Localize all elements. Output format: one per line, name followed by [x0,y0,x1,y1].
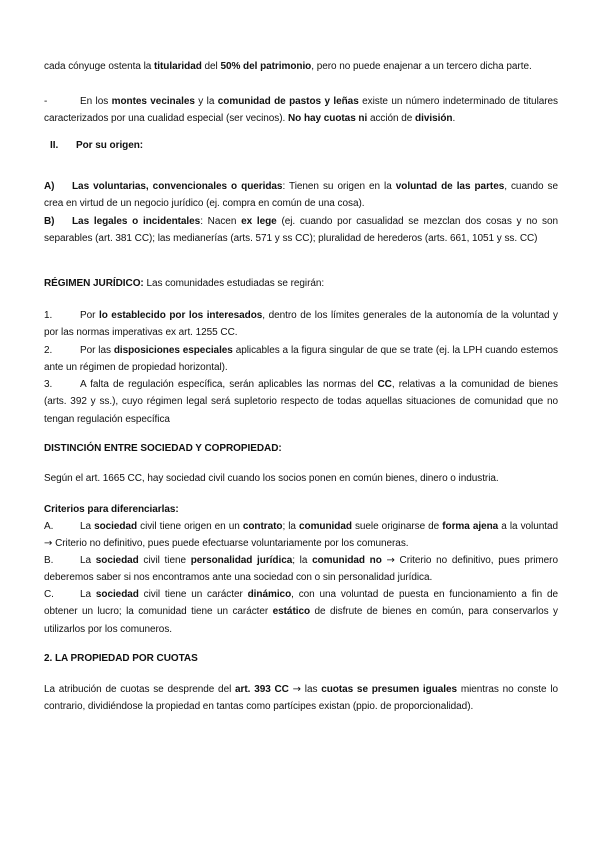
right-arrow-icon: → [292,684,301,695]
text-run: La [80,589,96,600]
text-run: A falta de regulación específica, serán aplicables las normas del [80,379,378,390]
text-run: existe un número indeterminado de titulares caracterizados por una cualidad especial (ser vecinos). [44,96,558,125]
bold-text: RÉGIMEN JURÍDICO: [44,278,144,289]
text-run: . [452,113,456,125]
list-marker: 3. [44,379,53,390]
bold-text: Las voluntarias, convencionales o queridas [72,181,283,192]
text-run: cada cónyuge ostenta la [44,61,154,72]
bold-text: montes vecinales [111,96,195,107]
text-run: La [80,521,95,532]
bold-text: No hay cuotas ni [288,113,368,125]
bold-text: sociedad [95,589,139,600]
list-marker: 2. [44,345,53,356]
text-run: La atribución de cuotas se desprende del [44,684,236,695]
bold-text: DISTINCIÓN ENTRE SOCIEDAD Y COPROPIEDAD: [44,443,282,454]
bold-text: personalidad jurídica [190,555,293,566]
text-run: de disfrute de bienes en común, para conservarlos y utilizarlos por los comuneros. [44,606,558,635]
heading-por-su-origen [44,137,558,154]
paragraph-atribucion-cuotas [44,681,558,716]
list-item-regimen-3 [44,376,558,428]
bold-text: sociedad [95,555,139,566]
text-run: y la [194,96,218,107]
bold-text: comunidad [299,521,352,532]
paragraph-intro [44,58,558,75]
text-run: , cuando se crea en virtud de un negocio jurídico (ej. compra en común de una cosa). [44,181,558,210]
bold-text: sociedad [94,521,138,532]
text-run: a la voluntad [498,521,558,532]
bold-text: comunidad no [312,555,382,566]
text-run: ; la [292,555,313,566]
text-run: mientras no conste lo contrario, dividiéndose la propiedad en tantas como partícipes existan (ppio. de proporcionalidad). [44,684,559,713]
paragraph-regimen-juridico [44,275,558,292]
list-marker: B. [44,555,54,566]
list-item-criterio-b [44,552,558,587]
heading-propiedad-por-cuotas [44,650,558,667]
list-marker: - [44,96,48,107]
text-run: La [80,555,96,566]
bold-text: titularidad [154,61,202,72]
paragraph-montes-vecinales [44,93,558,128]
text-run: Por las [80,345,114,356]
text-run: , dentro de los límites generales de la autonomía de la voluntad y por las normas imperativas ex art. 1255 CC. [44,310,558,339]
text-run: , relativas a la comunidad de bienes (arts. 392 y ss.), cuyo régimen legal será supletorio respecto de todas aquellas situaciones de comunidad que no tengan regulación específica [44,379,558,425]
text-run: Criterio no definitivo, pues primero deberemos saber si nos encontramos ante una sociedad con o sin personalidad jurídica. [44,555,558,584]
text-run: acción de [367,113,416,125]
list-marker: C. [44,589,54,600]
heading-criterios [44,501,558,518]
bold-text: división [415,113,453,125]
text-run: Las comunidades estudiadas se regirán: [143,278,325,289]
bold-text: dinámico [247,589,292,600]
bold-text: contrato [242,521,283,532]
right-arrow-icon: → [44,538,53,550]
bold-text: disposiciones especiales [113,345,233,356]
bold-text: cuotas se presumen iguales [321,684,458,695]
heading-origen-text: Por su origen: [76,140,144,151]
text-run: civil tiene [138,555,191,566]
right-arrow-icon: → [386,555,395,566]
bold-text: lo establecido por los interesados [98,310,263,321]
list-marker: A. [44,521,54,532]
text-run: suele originarse de [351,521,443,532]
bold-text: ex lege [241,216,277,227]
text-run: civil tiene origen en un [137,521,243,532]
list-marker: 1. [44,310,53,321]
bold-text: forma ajena [442,521,499,532]
text-run: , pero no puede enajenar a un tercero dicha parte. [311,61,532,72]
paragraph-voluntarias [44,178,558,213]
list-item-regimen-2 [44,342,558,377]
text-run: Según el art. 1665 CC, hay sociedad civil cuando los socios ponen en común bienes, dinero o industria. [44,473,499,484]
text-run: : Nacen [200,216,242,227]
list-marker: B) [44,216,55,227]
list-marker: A) [44,181,55,192]
text-run: ; la [282,521,299,532]
text-run: aplicables a la figura singular de que se trate (ej. la LPH cuando estemos ante un régimen de propiedad horizontal). [44,345,559,374]
bold-text: Las legales o incidentales [72,216,201,227]
bold-text: comunidad de pastos y leñas [217,96,359,107]
heading-distincion [44,440,558,457]
bold-text: 50% del patrimonio [220,61,312,72]
bold-text: CC [377,379,392,390]
text-run: Por [80,310,99,321]
bold-text: estático [272,606,311,618]
text-run: , con una voluntad de puesta en funcionamiento a fin de obtener un lucro; la comunidad tiene un carácter [44,589,558,618]
bold-text: art. 393 CC [235,684,289,695]
list-item-criterio-c [44,586,558,638]
bold-text: voluntad de las partes [395,181,505,192]
bold-text: 2. LA PROPIEDAD POR CUOTAS [44,653,198,664]
list-item-criterio-a [44,518,558,553]
text-run: En los [80,96,112,107]
text-run: : Tienen su origen en la [282,181,396,192]
paragraph-segun-art-1665 [44,470,558,487]
text-run: (ej. cuando por casualidad se mezclan dos cosas y no son separables (art. 381 CC); las medianerías (arts. 571 y ss CC); pluralidad de herederos (arts. 661, 1051 y ss. CC) [44,216,558,245]
bold-text: Criterios para diferenciarlas: [44,504,179,515]
text-run: Criterio no definitivo, pues puede efectuarse voluntariamente por los comuneras. [52,538,409,550]
heading-origen-number: II. [50,140,59,151]
paragraph-legales [44,213,558,248]
text-run: las [301,684,322,695]
text-run: civil tiene un carácter [138,589,248,600]
list-item-regimen-1 [44,307,558,342]
text-run: del [201,61,221,72]
